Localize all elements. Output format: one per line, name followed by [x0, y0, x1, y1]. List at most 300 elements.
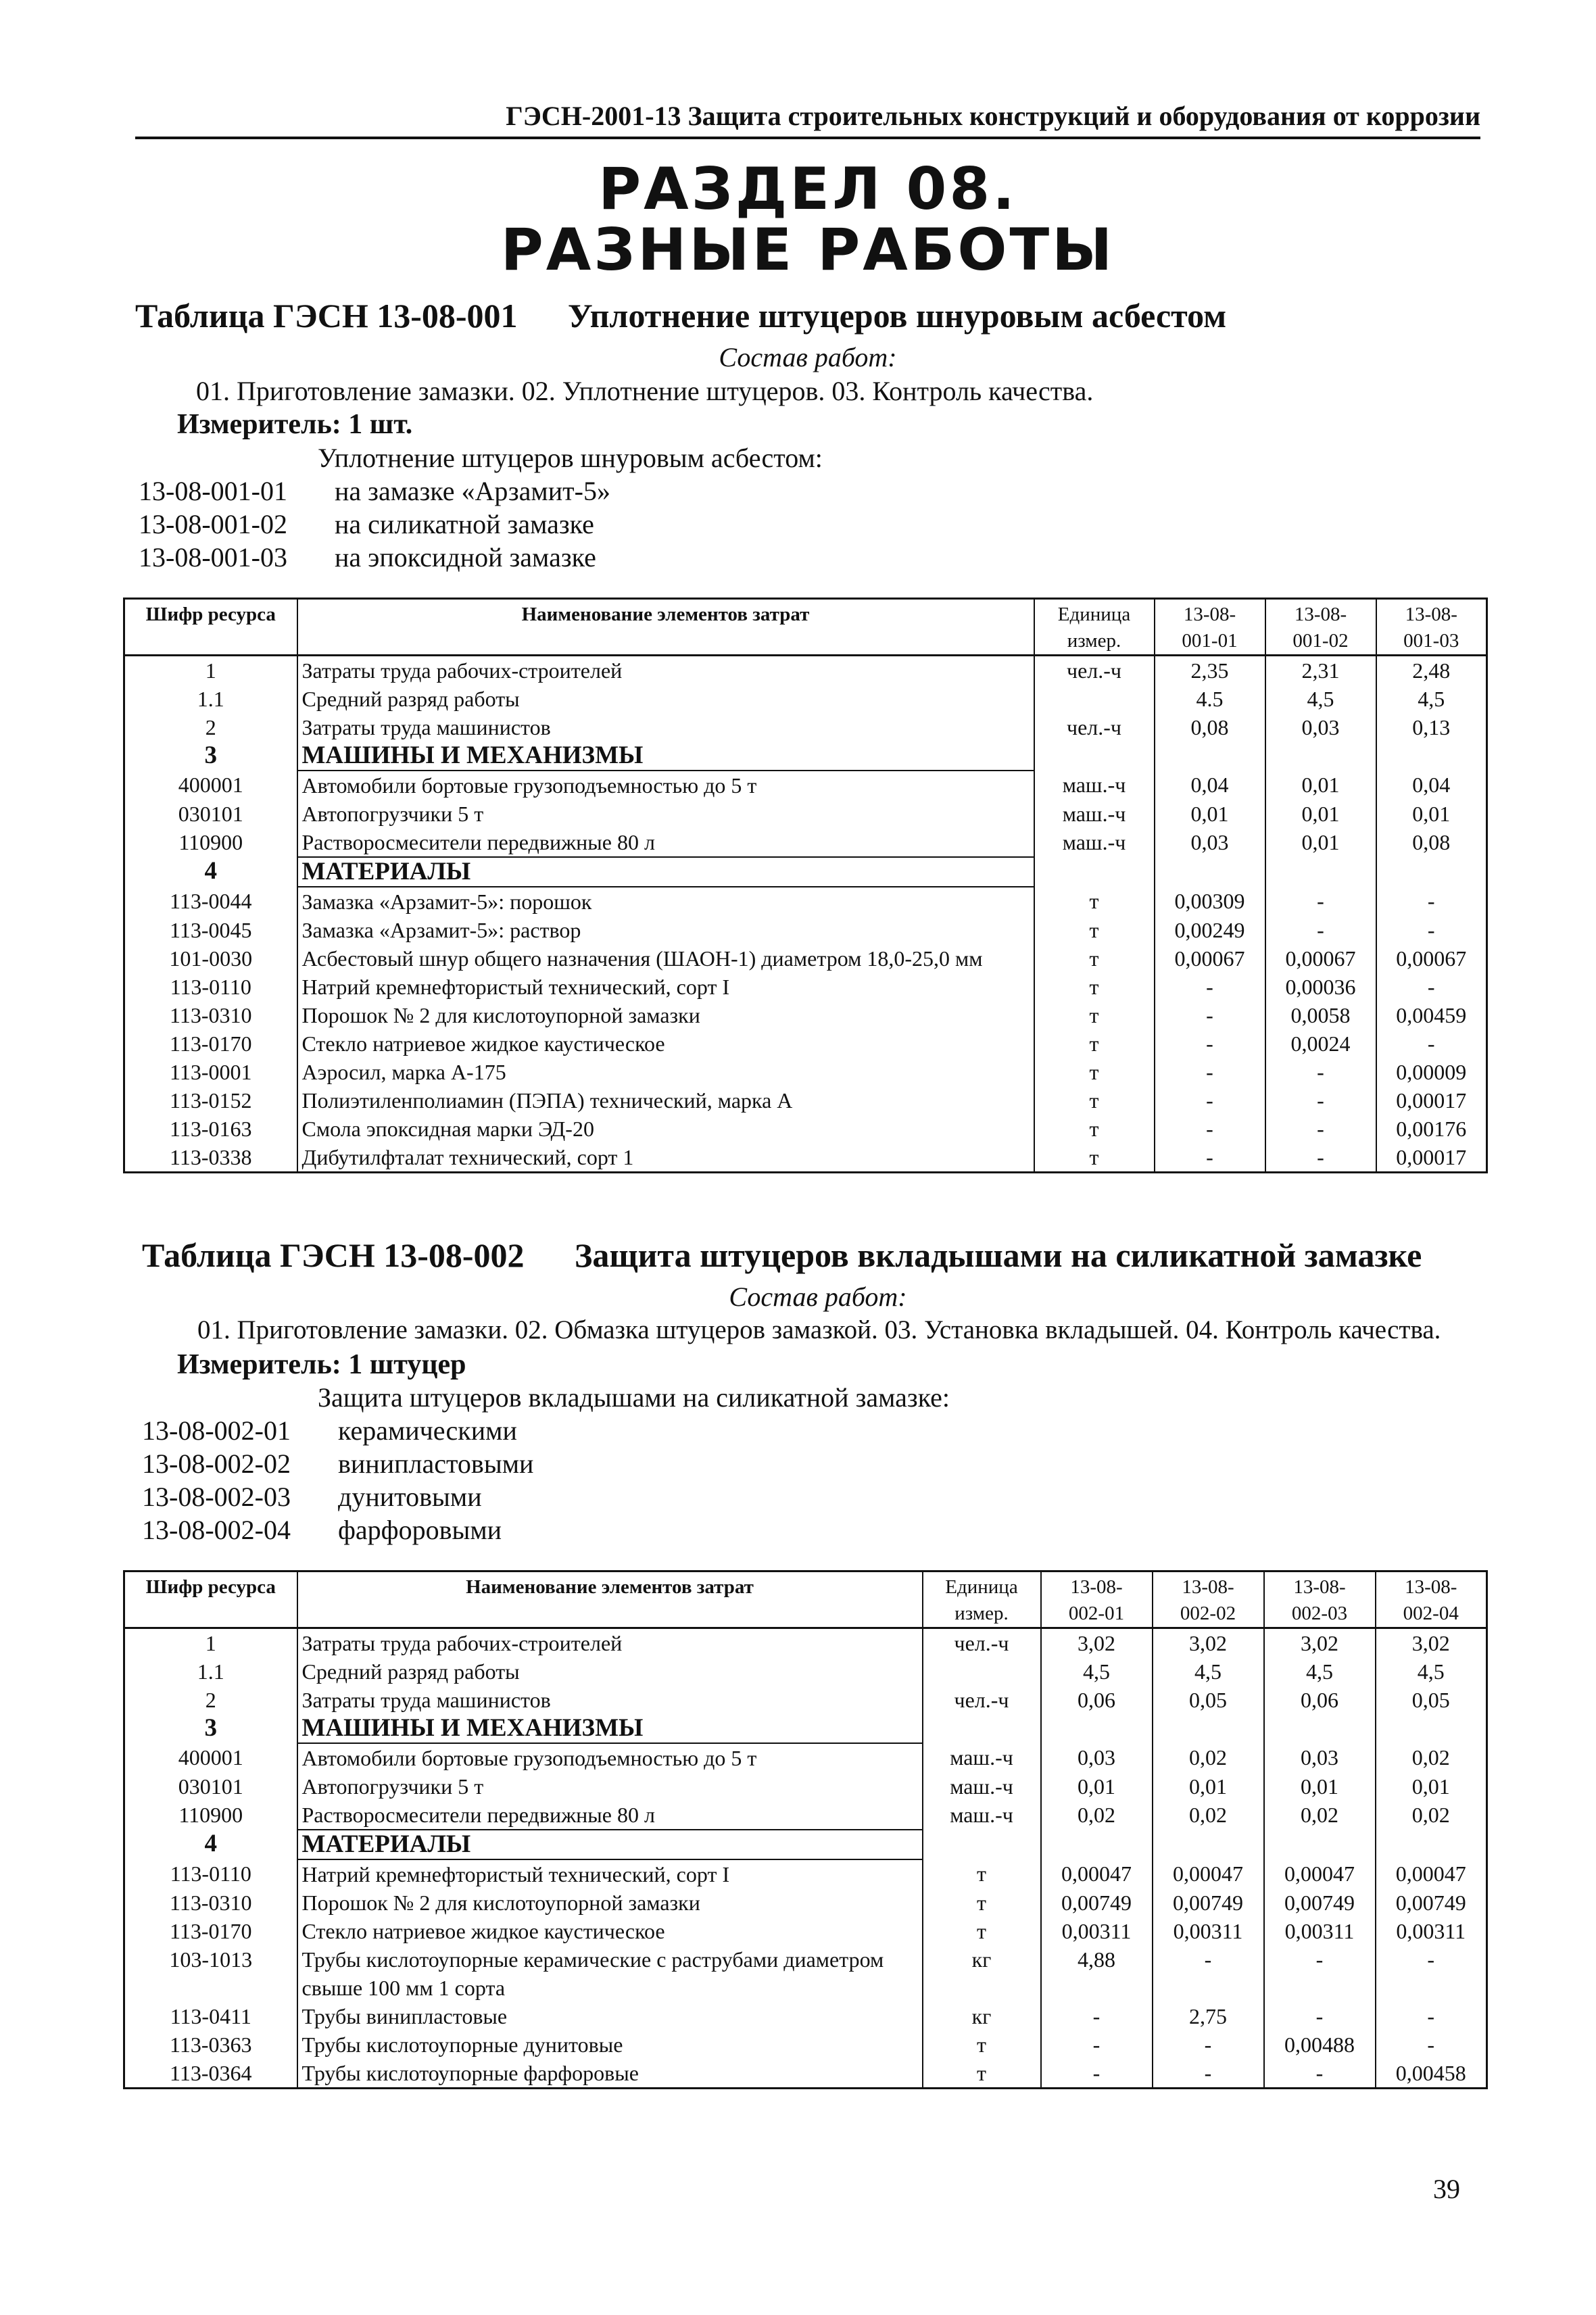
table1-code-list [139, 475, 610, 575]
resource-value: 0,01 [1265, 800, 1376, 828]
resource-value: 0,01 [1265, 771, 1376, 800]
table2-head-col-2: 13-08- 002-02 [1153, 1571, 1264, 1628]
resource-name: Замазка «Арзамит-5»: порошок [297, 887, 1034, 916]
table2-code-list [142, 1415, 533, 1547]
resource-value: 0,00749 [1264, 1888, 1376, 1917]
resource-value: 0,01 [1041, 1772, 1153, 1801]
table2-label: Таблица ГЭСН 13-08-002 [142, 1236, 525, 1274]
resource-value: 2,35 [1155, 656, 1265, 685]
resource-value: - [1265, 1115, 1376, 1143]
resource-value: 0,01 [1376, 800, 1487, 828]
resource-code: 113-0045 [124, 916, 297, 944]
resource-value: 0,00749 [1376, 1888, 1487, 1917]
resource-value: - [1155, 1001, 1265, 1029]
resource-value: - [1376, 973, 1487, 1001]
resource-value: 0,00311 [1376, 1917, 1487, 1945]
resource-code: 3 [124, 1714, 297, 1743]
resource-value: 0,00067 [1265, 944, 1376, 973]
resource-value [1376, 1714, 1487, 1743]
resource-code: 400001 [124, 771, 297, 800]
resource-value: 0,00017 [1376, 1086, 1487, 1115]
resource-value: 4,5 [1264, 1657, 1376, 1686]
resource-name: МАТЕРИАЛЫ [297, 1830, 923, 1859]
resource-value: 0,13 [1376, 713, 1487, 741]
resource-value: 4.5 [1155, 685, 1265, 713]
table-section-row [124, 741, 1487, 771]
resource-name: Смола эпоксидная марки ЭД-20 [297, 1115, 1034, 1143]
resource-name: Трубы кислотоупорные керамические с раструбами диаметром свыше 100 мм 1 сорта [297, 1945, 923, 2002]
resource-code: 3 [124, 741, 297, 771]
table-row [124, 800, 1487, 828]
resource-unit: т [923, 2030, 1041, 2059]
resource-unit: т [1034, 1115, 1155, 1143]
resource-name: Полиэтиленполиамин (ПЭПА) технический, марка А [297, 1086, 1034, 1115]
table2-head-col-3: 13-08- 002-03 [1264, 1571, 1376, 1628]
resource-code: 113-0310 [124, 1001, 297, 1029]
resource-value: 0,01 [1264, 1772, 1376, 1801]
resource-value: 0,02 [1376, 1743, 1487, 1772]
resource-code: 113-0044 [124, 887, 297, 916]
resource-unit [1034, 857, 1155, 887]
resource-code: 110900 [124, 828, 297, 857]
resource-unit: т [1034, 1086, 1155, 1115]
table-row [124, 1657, 1487, 1686]
resource-unit: маш.-ч [1034, 771, 1155, 800]
resource-name: МАШИНЫ И МЕХАНИЗМЫ [297, 1714, 923, 1743]
table-row [124, 1801, 1487, 1830]
table1-head-col-3: 13-08- 001-03 [1376, 599, 1487, 656]
resource-value [1153, 1830, 1264, 1859]
resource-name: Средний разряд работы [297, 1657, 923, 1686]
resource-unit: т [1034, 1001, 1155, 1029]
resource-value: 0,03 [1265, 713, 1376, 741]
table-row [124, 887, 1487, 916]
resource-name: Асбестовый шнур общего назначения (ШАОН-1) диаметром 18,0-25,0 мм [297, 944, 1034, 973]
resource-unit: маш.-ч [923, 1801, 1041, 1830]
table1-head-code: Шифр ресурса [124, 599, 297, 656]
table1-measure: Измеритель: 1 шт. [177, 409, 413, 440]
table1-operations: 01. Приготовление замазки. 02. Уплотнение штуцеров. 03. Контроль качества. [196, 376, 1094, 406]
resource-code: 1 [124, 1628, 297, 1658]
resource-value: - [1376, 916, 1487, 944]
table-row [124, 973, 1487, 1001]
resource-unit: т [1034, 1029, 1155, 1058]
table-section-row [124, 1714, 1487, 1743]
resource-value: 0,00311 [1153, 1917, 1264, 1945]
norm-variant: на силикатной замазке [335, 509, 594, 539]
resource-name: Трубы кислотоупорные дунитовые [297, 2030, 923, 2059]
table1-head-col-2: 13-08- 001-02 [1265, 599, 1376, 656]
resource-value: 0,04 [1376, 771, 1487, 800]
resource-name: Стекло натриевое жидкое каустическое [297, 1029, 1034, 1058]
table-row [124, 1945, 1487, 2002]
table-row [124, 2002, 1487, 2030]
resource-value: - [1041, 2030, 1153, 2059]
resource-name: Растворосмесители передвижные 80 л [297, 1801, 923, 1830]
resource-value: 0,00047 [1153, 1859, 1264, 1888]
resource-unit: т [1034, 887, 1155, 916]
resource-value: 0,00311 [1041, 1917, 1153, 1945]
resource-value: 0,00067 [1155, 944, 1265, 973]
resource-value: - [1264, 1945, 1376, 2002]
code-list-item [139, 541, 610, 575]
resource-unit: т [923, 2059, 1041, 2089]
resource-value [1376, 741, 1487, 771]
table2-name: Защита штуцеров вкладышами на силикатной замазке [575, 1236, 1422, 1274]
resource-unit: т [1034, 916, 1155, 944]
resource-value [1264, 1714, 1376, 1743]
resource-value: - [1376, 1029, 1487, 1058]
resource-value: - [1153, 2030, 1264, 2059]
table-row [124, 1029, 1487, 1058]
resource-value: - [1155, 973, 1265, 1001]
table1-label: Таблица ГЭСН 13-08-001 [135, 297, 518, 335]
resource-value: 4,88 [1041, 1945, 1153, 2002]
resource-value: 0,08 [1376, 828, 1487, 857]
norm-code: 13-08-001-03 [139, 542, 287, 572]
resource-value [1041, 1714, 1153, 1743]
resource-value [1265, 741, 1376, 771]
resource-code: 1 [124, 656, 297, 685]
resource-code: 113-0411 [124, 2002, 297, 2030]
table-row [124, 1917, 1487, 1945]
resource-code: 113-0110 [124, 973, 297, 1001]
resource-code: 113-0152 [124, 1086, 297, 1115]
resource-name: Натрий кремнефтористый технический, сорт I [297, 973, 1034, 1001]
resource-code: 110900 [124, 1801, 297, 1830]
table-row [124, 1058, 1487, 1086]
norm-code: 13-08-002-04 [142, 1515, 291, 1545]
resource-value: 3,02 [1376, 1628, 1487, 1658]
resource-name: Автомобили бортовые грузоподъемностью до 5 т [297, 771, 1034, 800]
resource-value: 0,01 [1155, 800, 1265, 828]
resource-value: - [1155, 1143, 1265, 1173]
resource-value: 3,02 [1041, 1628, 1153, 1658]
resource-value: 0,00749 [1041, 1888, 1153, 1917]
resource-code: 2 [124, 1686, 297, 1714]
norm-variant: дунитовыми [338, 1482, 482, 1512]
resource-value [1376, 1830, 1487, 1859]
resource-name: Трубы кислотоупорные фарфоровые [297, 2059, 923, 2089]
resource-value: 0,00047 [1041, 1859, 1153, 1888]
resource-value: 0,03 [1041, 1743, 1153, 1772]
resource-code: 101-0030 [124, 944, 297, 973]
resource-unit: т [1034, 973, 1155, 1001]
resource-name: Натрий кремнефтористый технический, сорт I [297, 1859, 923, 1888]
resource-value: 0,05 [1376, 1686, 1487, 1714]
resource-value: 2,48 [1376, 656, 1487, 685]
resource-unit: т [923, 1917, 1041, 1945]
resource-code: 113-0170 [124, 1917, 297, 1945]
resource-value: - [1153, 2059, 1264, 2089]
code-list-item [139, 508, 610, 541]
resource-value: 2,75 [1153, 2002, 1264, 2030]
resource-name: Автопогрузчики 5 т [297, 800, 1034, 828]
resource-code: 113-0110 [124, 1859, 297, 1888]
resource-value: - [1265, 1086, 1376, 1115]
table-row [124, 685, 1487, 713]
table-row [124, 771, 1487, 800]
resource-unit [923, 1657, 1041, 1686]
resource-name: Затраты труда рабочих-строителей [297, 656, 1034, 685]
norm-variant: на эпоксидной замазке [335, 542, 596, 572]
resource-code: 113-0170 [124, 1029, 297, 1058]
norm-code: 13-08-001-01 [139, 476, 287, 506]
resource-value: - [1155, 1115, 1265, 1143]
table-row [124, 916, 1487, 944]
resource-value: 4,5 [1041, 1657, 1153, 1686]
resource-unit: кг [923, 1945, 1041, 2002]
resource-unit: т [1034, 944, 1155, 973]
table-row [124, 1086, 1487, 1115]
resource-value: - [1041, 2002, 1153, 2030]
resource-value: 0,00309 [1155, 887, 1265, 916]
resource-code: 113-0364 [124, 2059, 297, 2089]
table-section-row [124, 857, 1487, 887]
resource-unit [1034, 741, 1155, 771]
resource-code: 4 [124, 857, 297, 887]
table-row [124, 1686, 1487, 1714]
resource-name: Затраты труда рабочих-строителей [297, 1628, 923, 1658]
norm-code: 13-08-002-03 [142, 1482, 291, 1512]
resource-unit: маш.-ч [923, 1772, 1041, 1801]
resource-value [1376, 857, 1487, 887]
resource-value: 0,01 [1153, 1772, 1264, 1801]
resource-value: 0,00017 [1376, 1143, 1487, 1173]
resource-value: 0,0058 [1265, 1001, 1376, 1029]
resource-name: Затраты труда машинистов [297, 713, 1034, 741]
resource-value: - [1264, 2059, 1376, 2089]
resource-name: Средний разряд работы [297, 685, 1034, 713]
resource-unit: т [1034, 1058, 1155, 1086]
resource-code: 113-0363 [124, 2030, 297, 2059]
resource-name: Порошок № 2 для кислотоупорной замазки [297, 1001, 1034, 1029]
norm-variant: винипластовыми [338, 1448, 534, 1479]
table2-head-col-1: 13-08- 002-01 [1041, 1571, 1153, 1628]
table-row [124, 1115, 1487, 1143]
header-rule [135, 137, 1480, 139]
resource-value: - [1265, 1143, 1376, 1173]
resource-value: 0,00488 [1264, 2030, 1376, 2059]
resource-value: 0,02 [1041, 1801, 1153, 1830]
resource-unit: т [923, 1888, 1041, 1917]
section-title: РАЗДЕЛ 08. [598, 155, 1017, 223]
resource-unit: кг [923, 2002, 1041, 2030]
resource-value: - [1376, 887, 1487, 916]
resource-value: 0,01 [1265, 828, 1376, 857]
resource-unit: чел.-ч [1034, 656, 1155, 685]
resource-value: 0,04 [1155, 771, 1265, 800]
resource-name: Порошок № 2 для кислотоупорной замазки [297, 1888, 923, 1917]
table2-intro: Защита штуцеров вкладышами на силикатной замазке: [318, 1382, 950, 1413]
resource-value: - [1265, 887, 1376, 916]
table2-head-name: Наименование элементов затрат [297, 1571, 923, 1628]
table1-sostav-label: Состав работ: [719, 342, 897, 372]
resource-name: МАШИНЫ И МЕХАНИЗМЫ [297, 741, 1034, 771]
resource-code: 2 [124, 713, 297, 741]
table-row [124, 656, 1487, 685]
table-row [124, 1143, 1487, 1173]
resource-code: 030101 [124, 1772, 297, 1801]
resource-value: 0,00176 [1376, 1115, 1487, 1143]
norm-variant: фарфоровыми [338, 1515, 502, 1545]
table-row [124, 713, 1487, 741]
resource-unit: маш.-ч [1034, 800, 1155, 828]
table1-resource-table [123, 598, 1488, 1173]
resource-unit: т [1034, 1143, 1155, 1173]
resource-name: МАТЕРИАЛЫ [297, 857, 1034, 887]
norm-variant: на замазке «Арзамит-5» [335, 476, 610, 506]
resource-code: 113-0001 [124, 1058, 297, 1086]
resource-value: 0,00459 [1376, 1001, 1487, 1029]
resource-value: 0,02 [1153, 1743, 1264, 1772]
table-row [124, 2059, 1487, 2089]
resource-value: 0,03 [1264, 1743, 1376, 1772]
resource-unit: чел.-ч [923, 1628, 1041, 1658]
table2-resource-table [123, 1570, 1488, 2089]
resource-value: 0,06 [1041, 1686, 1153, 1714]
table2-head-code: Шифр ресурса [124, 1571, 297, 1628]
resource-name: Аэросил, марка А-175 [297, 1058, 1034, 1086]
resource-name: Замазка «Арзамит-5»: раствор [297, 916, 1034, 944]
resource-name: Автопогрузчики 5 т [297, 1772, 923, 1801]
resource-unit [923, 1714, 1041, 1743]
table2-head-unit: Единица измер. [923, 1571, 1041, 1628]
resource-code: 113-0338 [124, 1143, 297, 1173]
resource-value: - [1264, 2002, 1376, 2030]
resource-unit: т [923, 1859, 1041, 1888]
table-row [124, 1628, 1487, 1658]
resource-value [1265, 857, 1376, 887]
resource-value: 4,5 [1265, 685, 1376, 713]
resource-value: 0,02 [1376, 1801, 1487, 1830]
table-row [124, 944, 1487, 973]
resource-value [1041, 1830, 1153, 1859]
resource-name: Затраты труда машинистов [297, 1686, 923, 1714]
resource-value: - [1155, 1086, 1265, 1115]
table-row [124, 1001, 1487, 1029]
table-row [124, 1859, 1487, 1888]
resource-value: 0,00047 [1264, 1859, 1376, 1888]
page-number: 39 [1433, 2174, 1460, 2204]
resource-value: - [1376, 2030, 1487, 2059]
resource-value: - [1155, 1058, 1265, 1086]
table-row [124, 1888, 1487, 1917]
resource-code: 1.1 [124, 685, 297, 713]
resource-unit: чел.-ч [923, 1686, 1041, 1714]
resource-value: 4,5 [1376, 1657, 1487, 1686]
resource-value: 0,08 [1155, 713, 1265, 741]
resource-value: 2,31 [1265, 656, 1376, 685]
resource-value: 0,00036 [1265, 973, 1376, 1001]
resource-code: 113-0163 [124, 1115, 297, 1143]
table-section-row [124, 1830, 1487, 1859]
section-subtitle: РАЗНЫЕ РАБОТЫ [500, 216, 1115, 284]
table-row [124, 828, 1487, 857]
table-row [124, 1772, 1487, 1801]
table2-measure: Измеритель: 1 штуцер [177, 1349, 466, 1380]
resource-value: 0,00009 [1376, 1058, 1487, 1086]
resource-code: 400001 [124, 1743, 297, 1772]
resource-unit: маш.-ч [1034, 828, 1155, 857]
norm-code: 13-08-002-02 [142, 1448, 291, 1479]
resource-code: 4 [124, 1830, 297, 1859]
resource-code: 113-0310 [124, 1888, 297, 1917]
resource-code: 030101 [124, 800, 297, 828]
resource-code: 103-1013 [124, 1945, 297, 2002]
resource-value: 0,00249 [1155, 916, 1265, 944]
resource-value [1155, 857, 1265, 887]
resource-value: 3,02 [1264, 1628, 1376, 1658]
table2-operations: 01. Приготовление замазки. 02. Обмазка штуцеров замазкой. 03. Установка вкладышей. 04. Контроль качества. [197, 1315, 1441, 1344]
table1-intro: Уплотнение штуцеров шнуровым асбестом: [318, 443, 823, 473]
resource-value: 3,02 [1153, 1628, 1264, 1658]
norm-code: 13-08-001-02 [139, 509, 287, 539]
resource-value: 0,02 [1264, 1801, 1376, 1830]
resource-value: 0,02 [1153, 1801, 1264, 1830]
resource-name: Автомобили бортовые грузоподъемностью до 5 т [297, 1743, 923, 1772]
resource-value: - [1041, 2059, 1153, 2089]
resource-value: 0,00311 [1264, 1917, 1376, 1945]
code-list-item [142, 1514, 533, 1547]
code-list-item [139, 475, 610, 508]
resource-value: - [1265, 1058, 1376, 1086]
resource-value [1155, 741, 1265, 771]
table2-head-col-4: 13-08- 002-04 [1376, 1571, 1487, 1628]
resource-name: Дибутилфталат технический, сорт 1 [297, 1143, 1034, 1173]
resource-value: - [1376, 1945, 1487, 2002]
table2-sostav-label: Состав работ: [729, 1282, 907, 1312]
resource-value: - [1376, 2002, 1487, 2030]
resource-value: 0,0024 [1265, 1029, 1376, 1058]
table-row [124, 2030, 1487, 2059]
table1-head-col-1: 13-08- 001-01 [1155, 599, 1265, 656]
code-list-item [142, 1448, 533, 1481]
resource-name: Стекло натриевое жидкое каустическое [297, 1917, 923, 1945]
resource-name: Растворосмесители передвижные 80 л [297, 828, 1034, 857]
resource-name: Трубы винипластовые [297, 2002, 923, 2030]
resource-value [1264, 1830, 1376, 1859]
resource-unit: чел.-ч [1034, 713, 1155, 741]
resource-value: 0,00458 [1376, 2059, 1487, 2089]
resource-unit [1034, 685, 1155, 713]
resource-value: 0,00749 [1153, 1888, 1264, 1917]
resource-value: 0,01 [1376, 1772, 1487, 1801]
table-row [124, 1743, 1487, 1772]
resource-value: 0,05 [1153, 1686, 1264, 1714]
resource-value: 4,5 [1153, 1657, 1264, 1686]
norm-code: 13-08-002-01 [142, 1415, 291, 1446]
table1-name: Уплотнение штуцеров шнуровым асбестом [568, 297, 1227, 335]
resource-value: - [1155, 1029, 1265, 1058]
code-list-item [142, 1481, 533, 1514]
resource-value: 0,06 [1264, 1686, 1376, 1714]
norm-variant: керамическими [338, 1415, 517, 1446]
resource-value: - [1153, 1945, 1264, 2002]
table1-head-unit: Единица измер. [1034, 599, 1155, 656]
resource-value: 0,00067 [1376, 944, 1487, 973]
running-header: ГЭСН-2001-13 Защита строительных конструкций и оборудования от коррозии [506, 101, 1480, 131]
resource-code: 1.1 [124, 1657, 297, 1686]
resource-value: 0,00047 [1376, 1859, 1487, 1888]
code-list-item [142, 1415, 533, 1448]
resource-value [1153, 1714, 1264, 1743]
table1-head-name: Наименование элементов затрат [297, 599, 1034, 656]
resource-unit: маш.-ч [923, 1743, 1041, 1772]
resource-value: 0,03 [1155, 828, 1265, 857]
resource-value: - [1265, 916, 1376, 944]
resource-unit [923, 1830, 1041, 1859]
